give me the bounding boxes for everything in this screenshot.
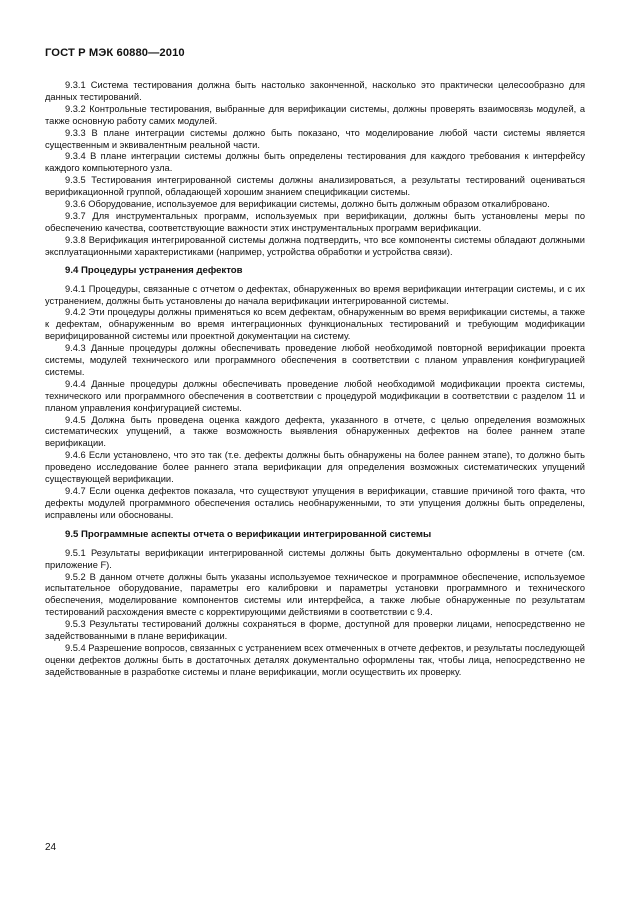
paragraph-9-3-5: 9.3.5 Тестирования интегрированной системы должны анализироваться, а результаты тестирований оцениваться верификационной группой, обладающей хорошим знанием спецификации системы. — [45, 175, 585, 198]
paragraph-9-5-4: 9.5.4 Разрешение вопросов, связанных с устранением всех отмеченных в отчете дефектов, и результаты последующей оценки дефектов должны быть в достаточных деталях документально оформлены так, чтобы лица, непосредственно не задействованные в разработке системы и плане верификации, могли осуществить их проверку. — [45, 642, 585, 677]
page-number: 24 — [45, 842, 57, 853]
paragraph-9-3-8: 9.3.8 Верификация интегрированной системы должна подтвердить, что все компоненты системы обладают должными эксплуатационными характеристиками (например, устройства обработки и устройства связи). — [45, 234, 585, 257]
paragraph-9-3-4: 9.3.4 В плане интеграции системы должны быть определены тестирования для каждого требования к интерфейсу каждого компьютерного узла. — [45, 151, 585, 174]
paragraph-9-4-7: 9.4.7 Если оценка дефектов показала, что существуют упущения в верификации, ставшие причиной того факта, что дефекты модулей программного обеспечения остались необнаруженными, то эти упущения должны быть определены, исправлены или обоснованы. — [45, 486, 585, 520]
section-heading-9-5: 9.5 Программные аспекты отчета о верификации интегрированной системы — [65, 528, 432, 540]
paragraph-9-5-2: 9.5.2 В данном отчете должны быть указаны используемое техническое и программное обеспечение, используемое испытательное оборудование, параметры его калибровки и параметры установки программного и технического обеспечения, моделирование компонентов системы или интерфейса, а также любые обнаруженные по результатам тестирований расхождения вместе с корректирующими действиями в соответствии с 9.4. — [45, 571, 585, 618]
paragraph-9-3-3: 9.3.3 В плане интеграции системы должно быть показано, что моделирование любой части системы является существенным и эквивалентным реальной части. — [45, 127, 585, 150]
paragraph-9-4-2: 9.4.2 Эти процедуры должны применяться ко всем дефектам, обнаруженным во время верификации системы, а также к дефектам, обнаруженным во время интеграционных функциональных тестирований и требующим модификации верифицированной системы или проектной документации на систему. — [45, 307, 585, 342]
document-header: ГОСТ Р МЭК 60880—2010 — [45, 47, 185, 59]
section-heading-9-4: 9.4 Процедуры устранения дефектов — [65, 264, 243, 276]
paragraph-9-3-2: 9.3.2 Контрольные тестирования, выбранные для верификации системы, должны проверять взаимосвязь модулей, а также основную работу самих модулей. — [45, 103, 585, 126]
paragraph-9-3-7: 9.3.7 Для инструментальных программ, используемых при верификации, должны быть установлены меры по обеспечению качества, соответствующие важности этих инструментальных программ верификации. — [45, 210, 585, 233]
paragraph-9-4-5: 9.4.5 Должна быть проведена оценка каждого дефекта, указанного в отчете, с целью определения возможных систематических упущений, а также возможность выявления обнаруженных дефектов на более раннем этапе верификации. — [45, 414, 585, 449]
paragraph-9-4-3: 9.4.3 Данные процедуры должны обеспечивать проведение любой необходимой повторной верификации проекта системы, модулей технического или программного обеспечения в соответствии с планом управления конфигурацией системы. — [45, 343, 585, 377]
paragraph-9-4-4: 9.4.4 Данные процедуры должны обеспечивать проведение любой необходимой модификации проекта системы, технического или программного обеспечения в соответствии с процедурой модификации в соответствии с разделом 11 и планом управления конфигурацией системы. — [45, 378, 585, 413]
paragraph-9-3-1: 9.3.1 Система тестирования должна быть настолько законченной, насколько это практически целесообразно для данных тестирований. — [45, 80, 585, 102]
document-body — [45, 80, 585, 679]
paragraph-9-4-6: 9.4.6 Если установлено, что это так (т.е. дефекты должны быть обнаружены на более раннем этапе), то должно быть проведено исследование более раннего этапа верификации для определения возможных систематических упущений существующей верификации. — [45, 450, 585, 485]
paragraph-9-5-1: 9.5.1 Результаты верификации интегрированной системы должны быть документально оформлены в отчете (см. приложение F). — [45, 547, 585, 570]
paragraph-9-4-1: 9.4.1 Процедуры, связанные с отчетом о дефектах, обнаруженных во время верификации интеграции системы, и с их устранением, должны быть установлены до начала верификации интегрированной системы. — [45, 283, 585, 306]
paragraph-9-5-3: 9.5.3 Результаты тестирований должны сохраняться в форме, доступной для проверки лицами, непосредственно не задействованными в плане верификации. — [45, 619, 585, 642]
paragraph-9-3-6: 9.3.6 Оборудование, используемое для верификации системы, должно быть должным образом откалибровано. — [65, 199, 550, 210]
